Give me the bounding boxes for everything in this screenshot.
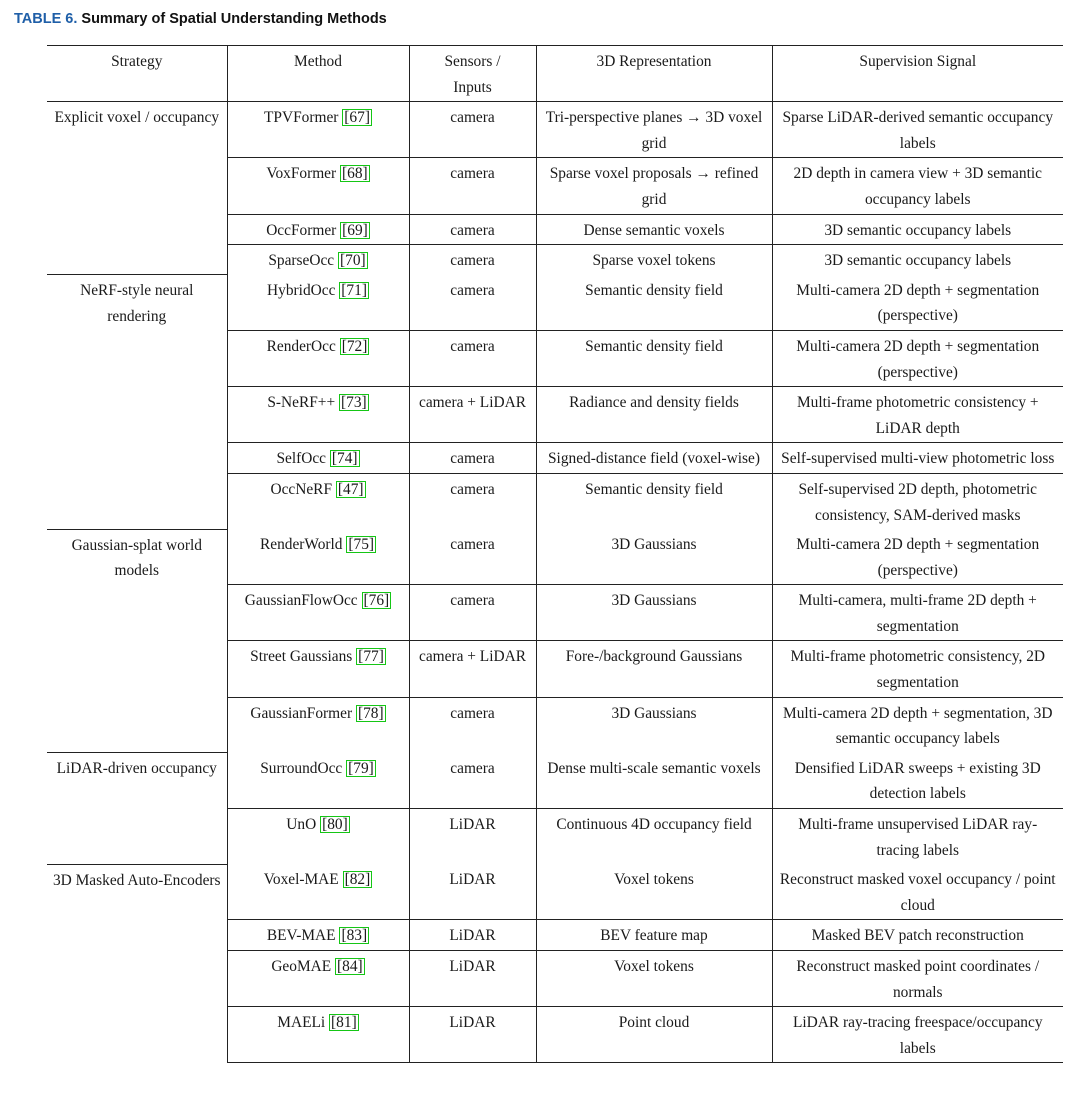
citation-link[interactable]: [80] [322, 816, 348, 834]
citation-number: 81 [336, 1014, 352, 1032]
supervision-cell: Multi-camera 2D depth + segmentation (perspective) [772, 275, 1063, 331]
citation-link[interactable]: [69] [342, 221, 368, 239]
citation-number: 47 [343, 480, 359, 498]
representation-cell: BEV feature map [536, 920, 772, 951]
sensors-cell: camera [409, 102, 536, 158]
method-name: GeoMAE [271, 958, 332, 975]
header-supervision: Supervision Signal [772, 46, 1063, 102]
representation-cell: Voxel tokens [536, 951, 772, 1007]
representation-cell: Signed-distance field (voxel-wise) [536, 443, 772, 474]
sensors-cell: camera [409, 214, 536, 245]
citation-link[interactable]: [83] [341, 927, 368, 945]
method-name: BEV-MAE [266, 927, 336, 945]
strategy-cell: LiDAR-driven occupancy [47, 753, 227, 864]
sensors-cell: camera [409, 443, 536, 474]
strategy-cell: 3D Masked Auto-Encoders [47, 864, 227, 1063]
citation-link[interactable]: [71] [341, 281, 367, 299]
method-cell [227, 387, 409, 443]
method-name: HybridOcc [267, 281, 336, 299]
strategy-cell: Gaussian-splat world models [47, 529, 227, 753]
citation-number: 67 [349, 109, 365, 127]
citation-link[interactable]: [67] [344, 109, 370, 127]
sensors-cell: camera [409, 585, 536, 641]
supervision-cell: Multi-camera 2D depth + segmentation (perspective) [772, 330, 1063, 386]
citation-number: 83 [346, 927, 362, 945]
supervision-cell: Masked BEV patch reconstruction [772, 920, 1063, 951]
sensors-cell: LiDAR [409, 1007, 536, 1063]
method-cell [227, 864, 409, 920]
representation-cell: Fore-/background Gaussians [536, 641, 772, 697]
sensors-cell: camera [409, 330, 536, 386]
method-cell [227, 102, 409, 158]
table-row [47, 753, 1063, 809]
supervision-cell: Multi-frame photometric consistency, 2D segmentation [772, 641, 1063, 697]
citation-link[interactable]: [68] [342, 165, 368, 183]
method-cell [227, 330, 409, 386]
representation-cell: Sparse voxel proposals → refined grid [536, 158, 772, 214]
citation-number: 72 [346, 337, 363, 355]
representation-cell: Point cloud [536, 1007, 772, 1063]
citation-number: 68 [347, 165, 363, 183]
representation-cell: Sparse voxel tokens [536, 245, 772, 275]
method-cell [227, 809, 409, 865]
method-cell [227, 1007, 409, 1063]
citation-link[interactable]: [72] [341, 337, 368, 355]
citation-link[interactable]: [47] [337, 480, 364, 498]
citation-link[interactable]: [75] [348, 536, 375, 554]
method-cell [227, 443, 409, 474]
representation-cell: 3D Gaussians [536, 585, 772, 641]
representation-cell: Radiance and density fields [536, 387, 772, 443]
citation-number: 78 [363, 704, 379, 722]
citation-number: 79 [353, 759, 369, 777]
table-body [47, 102, 1063, 1063]
table-row [47, 102, 1063, 158]
citation-link[interactable]: [82] [344, 871, 371, 889]
method-cell [227, 529, 409, 585]
method-cell [227, 214, 409, 245]
method-cell [227, 951, 409, 1007]
table-row [47, 864, 1063, 920]
representation-cell: Continuous 4D occupancy field [536, 809, 772, 865]
representation-cell: Tri-perspective planes → 3D voxel grid [536, 102, 772, 158]
method-name: OccNeRF [270, 480, 333, 498]
method-name: RenderWorld [259, 536, 343, 554]
method-cell [227, 245, 409, 275]
sensors-cell: camera + LiDAR [409, 387, 536, 443]
citation-number: 80 [327, 816, 343, 834]
method-cell [227, 585, 409, 641]
supervision-cell: Multi-camera, multi-frame 2D depth + segmentation [772, 585, 1063, 641]
header-method: Method [227, 46, 409, 102]
citation-link[interactable]: [74] [331, 450, 358, 468]
method-name: OccFormer [266, 221, 337, 239]
sensors-cell: camera + LiDAR [409, 641, 536, 697]
method-cell [227, 920, 409, 951]
supervision-cell: 2D depth in camera view + 3D semantic occupancy labels [772, 158, 1063, 214]
citation-number: 70 [345, 252, 361, 270]
representation-cell: Dense semantic voxels [536, 214, 772, 245]
method-cell [227, 641, 409, 697]
supervision-cell: Multi-camera 2D depth + segmentation (perspective) [772, 529, 1063, 585]
supervision-cell: 3D semantic occupancy labels [772, 245, 1063, 275]
header-sensors: Sensors / Inputs [409, 46, 536, 102]
citation-link[interactable]: [76] [363, 592, 390, 610]
sensors-cell: LiDAR [409, 864, 536, 920]
citation-link[interactable]: [81] [331, 1014, 357, 1032]
representation-cell: Voxel tokens [536, 864, 772, 920]
supervision-cell: Sparse LiDAR-derived semantic occupancy labels [772, 102, 1063, 158]
method-name: GaussianFlowOcc [244, 592, 358, 610]
method-name: Street Gaussians [250, 648, 353, 666]
method-name: UnO [286, 816, 317, 834]
method-name: MAELi [277, 1014, 326, 1032]
table-row [47, 529, 1063, 585]
table-row [47, 275, 1063, 331]
citation-number: 69 [347, 221, 363, 239]
sensors-cell: camera [409, 275, 536, 331]
table-caption [14, 11, 387, 27]
method-cell [227, 473, 409, 529]
citation-link[interactable]: [77] [358, 648, 384, 666]
supervision-cell: Self-supervised 2D depth, photometric consistency, SAM-derived masks [772, 473, 1063, 529]
citation-number: 84 [342, 958, 358, 975]
representation-cell: 3D Gaussians [536, 529, 772, 585]
sensors-cell: camera [409, 245, 536, 275]
supervision-cell: Reconstruct masked voxel occupancy / point cloud [772, 864, 1063, 920]
supervision-cell: Densified LiDAR sweeps + existing 3D detection labels [772, 753, 1063, 809]
method-name: SelfOcc [276, 450, 327, 468]
method-name: VoxFormer [266, 165, 337, 183]
sensors-cell: camera [409, 697, 536, 753]
supervision-cell: Multi-camera 2D depth + segmentation, 3D semantic occupancy labels [772, 697, 1063, 753]
strategy-cell: NeRF-style neural rendering [47, 275, 227, 529]
method-name: GaussianFormer [250, 704, 353, 722]
method-name: RenderOcc [266, 337, 336, 355]
citation-number: 82 [349, 871, 366, 889]
supervision-cell: Self-supervised multi-view photometric loss [772, 443, 1063, 474]
sensors-cell: LiDAR [409, 951, 536, 1007]
method-cell [227, 275, 409, 331]
supervision-cell: 3D semantic occupancy labels [772, 214, 1063, 245]
sensors-cell: camera [409, 529, 536, 585]
citation-number: 77 [363, 648, 379, 666]
supervision-cell: Reconstruct masked point coordinates / normals [772, 951, 1063, 1007]
citation-link[interactable]: [84] [337, 958, 363, 975]
citation-number: 73 [346, 394, 362, 412]
representation-cell: Semantic density field [536, 275, 772, 331]
representation-cell: 3D Gaussians [536, 697, 772, 753]
representation-cell: Dense multi-scale semantic voxels [536, 753, 772, 809]
table-label: TABLE 6. [14, 11, 78, 27]
citation-link[interactable]: [79] [348, 759, 374, 777]
sensors-cell: camera [409, 753, 536, 809]
representation-cell: Semantic density field [536, 330, 772, 386]
header-row [47, 46, 1063, 102]
representation-cell: Semantic density field [536, 473, 772, 529]
table-title: Summary of Spatial Understanding Methods [81, 11, 387, 27]
citation-number: 74 [337, 450, 353, 468]
sensors-cell: camera [409, 473, 536, 529]
citation-number: 75 [353, 536, 369, 554]
strategy-cell: Explicit voxel / occupancy [47, 102, 227, 275]
citation-link[interactable]: [78] [357, 704, 384, 722]
method-cell [227, 697, 409, 753]
methods-table [47, 45, 1063, 1063]
supervision-cell: Multi-frame photometric consistency + LiDAR depth [772, 387, 1063, 443]
citation-link[interactable]: [73] [341, 394, 367, 412]
sensors-cell: camera [409, 158, 536, 214]
method-name: SparseOcc [268, 252, 335, 270]
method-name: TPVFormer [264, 109, 339, 127]
sensors-cell: LiDAR [409, 809, 536, 865]
sensors-cell: LiDAR [409, 920, 536, 951]
header-strategy: Strategy [47, 46, 227, 102]
citation-number: 76 [368, 592, 385, 610]
supervision-cell: Multi-frame unsupervised LiDAR ray-tracing labels [772, 809, 1063, 865]
supervision-cell: LiDAR ray-tracing freespace/occupancy labels [772, 1007, 1063, 1063]
method-name: Voxel-MAE [263, 871, 339, 889]
citation-number: 71 [346, 281, 362, 299]
method-cell [227, 158, 409, 214]
method-cell [227, 753, 409, 809]
citation-link[interactable]: [70] [340, 252, 366, 270]
method-name: SurroundOcc [260, 759, 343, 777]
header-representation: 3D Representation [536, 46, 772, 102]
method-name: S-NeRF++ [267, 394, 336, 412]
